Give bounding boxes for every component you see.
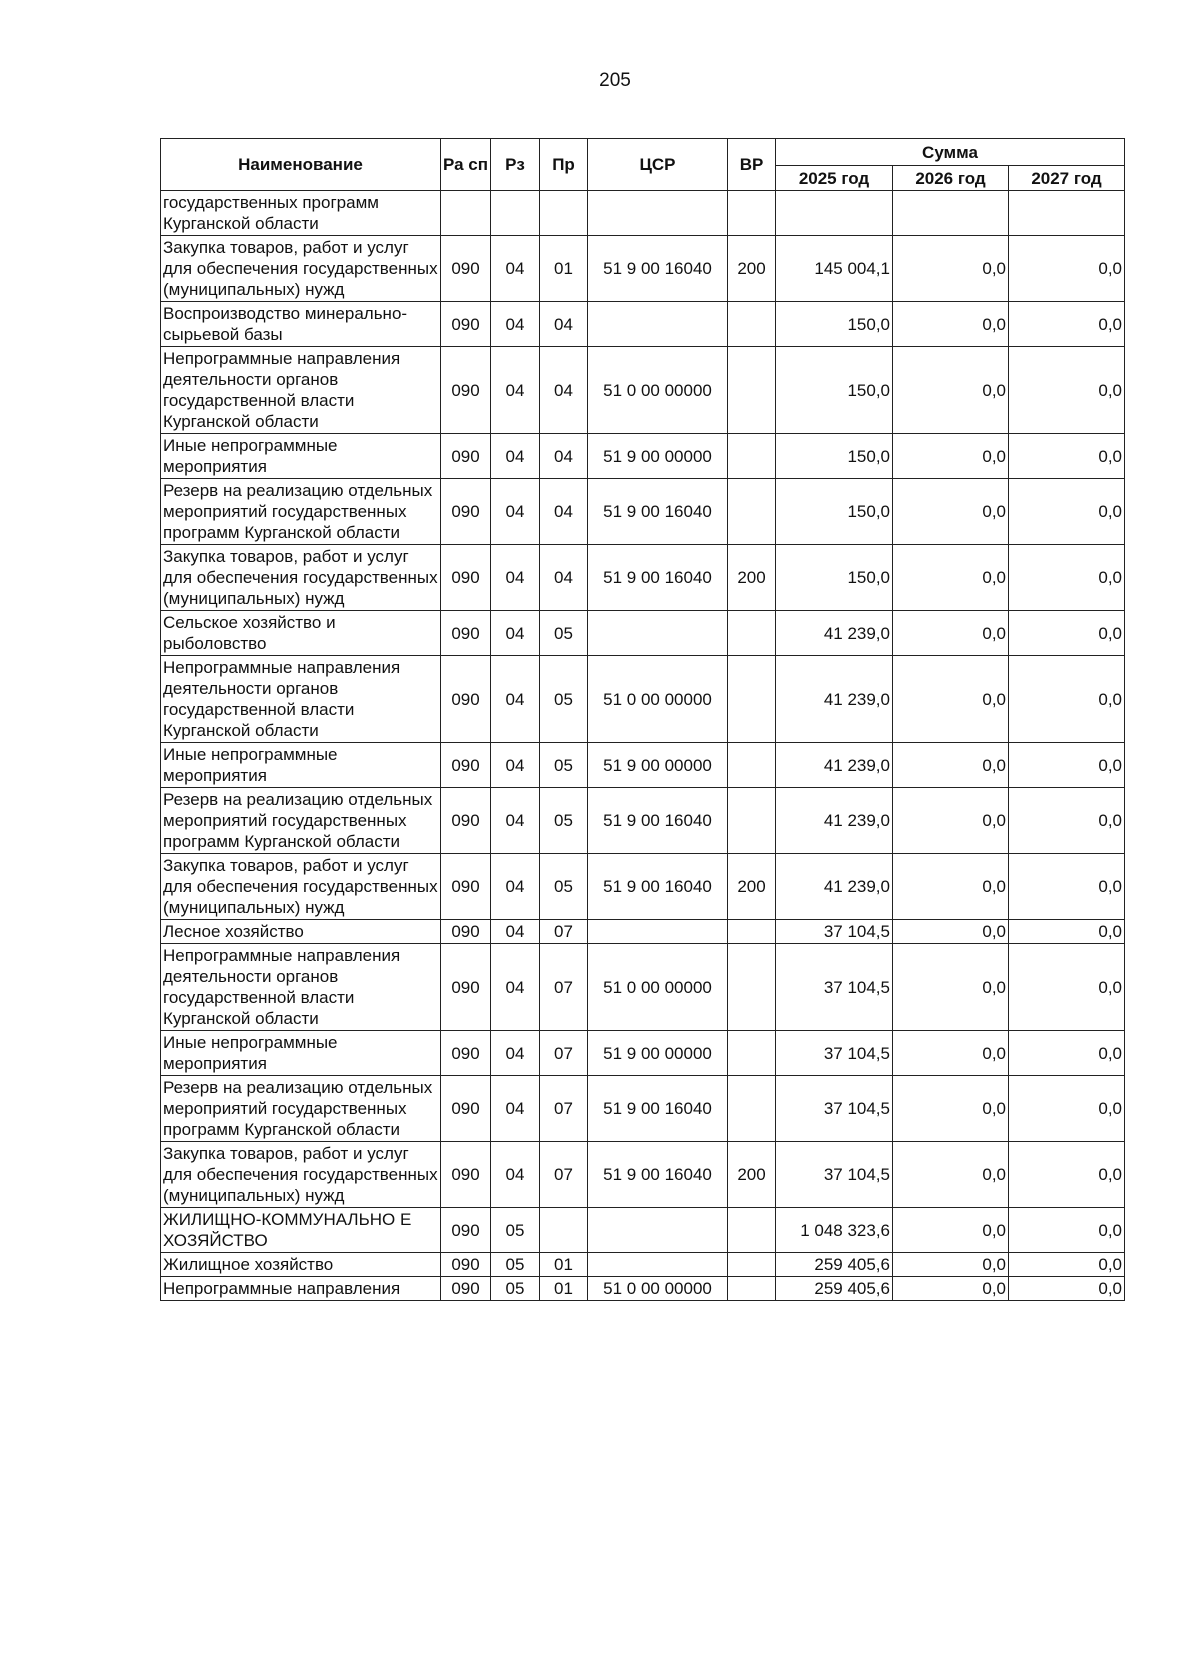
- cell-pr: 05: [540, 854, 588, 920]
- cell-rz: 04: [491, 347, 540, 434]
- cell-2027: 0,0: [1009, 854, 1125, 920]
- cell-name: ЖИЛИЩНО-КОММУНАЛЬНО Е ХОЗЯЙСТВО: [161, 1208, 441, 1253]
- cell-rasp: 090: [441, 854, 491, 920]
- cell-2025: 150,0: [776, 347, 893, 434]
- cell-pr: 04: [540, 347, 588, 434]
- cell-vr: 200: [728, 545, 776, 611]
- cell-vr: [728, 302, 776, 347]
- cell-name: Резерв на реализацию отдельных мероприятий государственных программ Курганской области: [161, 479, 441, 545]
- cell-csr: 51 9 00 16040: [588, 545, 728, 611]
- budget-table: [160, 138, 1125, 1301]
- cell-2027: 0,0: [1009, 788, 1125, 854]
- cell-2025: 145 004,1: [776, 236, 893, 302]
- cell-vr: [728, 1208, 776, 1253]
- cell-2027: 0,0: [1009, 656, 1125, 743]
- cell-csr: 51 9 00 16040: [588, 1076, 728, 1142]
- cell-rz: 05: [491, 1253, 540, 1277]
- cell-name: Лесное хозяйство: [161, 920, 441, 944]
- cell-rasp: [441, 191, 491, 236]
- cell-2025: 41 239,0: [776, 656, 893, 743]
- table-row: [161, 302, 1125, 347]
- cell-2026: 0,0: [893, 1277, 1009, 1301]
- cell-name: Непрограммные направления деятельности органов государственной власти Курганской области: [161, 656, 441, 743]
- cell-2027: 0,0: [1009, 347, 1125, 434]
- cell-csr: [588, 611, 728, 656]
- cell-rasp: 090: [441, 788, 491, 854]
- cell-rz: 04: [491, 656, 540, 743]
- cell-2026: 0,0: [893, 1076, 1009, 1142]
- cell-2025: 41 239,0: [776, 611, 893, 656]
- cell-pr: 07: [540, 1076, 588, 1142]
- column-header-summa: Сумма: [776, 139, 1125, 166]
- cell-2026: 0,0: [893, 434, 1009, 479]
- cell-pr: [540, 191, 588, 236]
- cell-rz: [491, 191, 540, 236]
- table-row: [161, 656, 1125, 743]
- cell-2027: 0,0: [1009, 236, 1125, 302]
- cell-2027: 0,0: [1009, 1208, 1125, 1253]
- cell-rz: 04: [491, 236, 540, 302]
- cell-2025: 37 104,5: [776, 1031, 893, 1076]
- cell-2026: 0,0: [893, 944, 1009, 1031]
- cell-2027: 0,0: [1009, 1277, 1125, 1301]
- cell-rz: 04: [491, 1076, 540, 1142]
- cell-name: Жилищное хозяйство: [161, 1253, 441, 1277]
- cell-vr: [728, 1253, 776, 1277]
- cell-2025: 259 405,6: [776, 1277, 893, 1301]
- cell-csr: 51 0 00 00000: [588, 656, 728, 743]
- cell-name: Иные непрограммные мероприятия: [161, 434, 441, 479]
- cell-pr: 01: [540, 1277, 588, 1301]
- column-header-2027: 2027 год: [1009, 166, 1125, 191]
- cell-rasp: 090: [441, 479, 491, 545]
- cell-rasp: 090: [441, 1208, 491, 1253]
- cell-2025: 41 239,0: [776, 788, 893, 854]
- cell-rz: 05: [491, 1208, 540, 1253]
- table-body: [161, 191, 1125, 1301]
- column-header-rasp: Ра сп: [441, 139, 491, 191]
- cell-2025: [776, 191, 893, 236]
- cell-name: Сельское хозяйство и рыболовство: [161, 611, 441, 656]
- cell-vr: 200: [728, 236, 776, 302]
- cell-pr: 07: [540, 1031, 588, 1076]
- table-row: [161, 1253, 1125, 1277]
- cell-2026: 0,0: [893, 1208, 1009, 1253]
- cell-2026: 0,0: [893, 302, 1009, 347]
- cell-rz: 04: [491, 302, 540, 347]
- cell-csr: 51 9 00 16040: [588, 236, 728, 302]
- cell-rasp: 090: [441, 920, 491, 944]
- cell-2025: 41 239,0: [776, 743, 893, 788]
- cell-vr: [728, 479, 776, 545]
- cell-vr: [728, 743, 776, 788]
- cell-2026: 0,0: [893, 656, 1009, 743]
- cell-2026: 0,0: [893, 545, 1009, 611]
- cell-2027: 0,0: [1009, 1076, 1125, 1142]
- table-row: [161, 1277, 1125, 1301]
- table-row: [161, 944, 1125, 1031]
- cell-2027: 0,0: [1009, 944, 1125, 1031]
- table-row: [161, 479, 1125, 545]
- cell-2027: 0,0: [1009, 743, 1125, 788]
- cell-rz: 04: [491, 743, 540, 788]
- cell-name: Иные непрограммные мероприятия: [161, 1031, 441, 1076]
- cell-rz: 04: [491, 1031, 540, 1076]
- cell-rz: 04: [491, 611, 540, 656]
- cell-csr: [588, 1253, 728, 1277]
- column-header-2026: 2026 год: [893, 166, 1009, 191]
- cell-csr: [588, 920, 728, 944]
- cell-vr: [728, 1076, 776, 1142]
- cell-rz: 04: [491, 479, 540, 545]
- cell-2025: 150,0: [776, 434, 893, 479]
- cell-2027: 0,0: [1009, 302, 1125, 347]
- cell-name: Закупка товаров, работ и услуг для обеспечения государственных (муниципальных) нужд: [161, 236, 441, 302]
- cell-vr: [728, 611, 776, 656]
- cell-rasp: 090: [441, 545, 491, 611]
- cell-pr: 07: [540, 1142, 588, 1208]
- column-header-csr: ЦСР: [588, 139, 728, 191]
- cell-rz: 04: [491, 545, 540, 611]
- cell-2026: 0,0: [893, 1031, 1009, 1076]
- cell-name: Иные непрограммные мероприятия: [161, 743, 441, 788]
- cell-name: Непрограммные направления деятельности органов государственной власти Курганской области: [161, 347, 441, 434]
- cell-rasp: 090: [441, 656, 491, 743]
- cell-name: государственных программ Курганской области: [161, 191, 441, 236]
- cell-pr: 05: [540, 611, 588, 656]
- cell-pr: 04: [540, 434, 588, 479]
- cell-vr: 200: [728, 1142, 776, 1208]
- cell-vr: [728, 944, 776, 1031]
- cell-2026: 0,0: [893, 788, 1009, 854]
- page-number: 205: [599, 70, 631, 91]
- cell-csr: 51 9 00 00000: [588, 743, 728, 788]
- cell-2026: 0,0: [893, 920, 1009, 944]
- cell-2025: 37 104,5: [776, 1142, 893, 1208]
- cell-rasp: 090: [441, 1076, 491, 1142]
- table-row: [161, 788, 1125, 854]
- cell-2026: 0,0: [893, 1253, 1009, 1277]
- cell-name: Воспроизводство минерально-сырьевой базы: [161, 302, 441, 347]
- cell-2027: 0,0: [1009, 1253, 1125, 1277]
- cell-csr: 51 0 00 00000: [588, 944, 728, 1031]
- cell-csr: 51 0 00 00000: [588, 347, 728, 434]
- cell-2026: 0,0: [893, 743, 1009, 788]
- table-row: [161, 347, 1125, 434]
- column-header-pr: Пр: [540, 139, 588, 191]
- cell-pr: 04: [540, 479, 588, 545]
- cell-pr: 05: [540, 743, 588, 788]
- cell-2027: 0,0: [1009, 1031, 1125, 1076]
- table-row: [161, 854, 1125, 920]
- column-header-2025: 2025 год: [776, 166, 893, 191]
- cell-vr: [728, 1277, 776, 1301]
- cell-2025: 259 405,6: [776, 1253, 893, 1277]
- table-row: [161, 1142, 1125, 1208]
- cell-csr: [588, 191, 728, 236]
- cell-pr: 01: [540, 236, 588, 302]
- cell-2025: 1 048 323,6: [776, 1208, 893, 1253]
- cell-rz: 04: [491, 434, 540, 479]
- cell-rasp: 090: [441, 302, 491, 347]
- cell-rasp: 090: [441, 1031, 491, 1076]
- cell-rasp: 090: [441, 743, 491, 788]
- table-row: [161, 1031, 1125, 1076]
- cell-pr: [540, 1208, 588, 1253]
- cell-csr: 51 9 00 16040: [588, 788, 728, 854]
- cell-2026: [893, 191, 1009, 236]
- cell-csr: 51 9 00 16040: [588, 854, 728, 920]
- cell-pr: 07: [540, 920, 588, 944]
- cell-2027: [1009, 191, 1125, 236]
- cell-2025: 37 104,5: [776, 1076, 893, 1142]
- cell-2027: 0,0: [1009, 920, 1125, 944]
- cell-rasp: 090: [441, 611, 491, 656]
- cell-csr: 51 9 00 00000: [588, 1031, 728, 1076]
- cell-rasp: 090: [441, 236, 491, 302]
- cell-2026: 0,0: [893, 854, 1009, 920]
- cell-name: Непрограммные направления: [161, 1277, 441, 1301]
- cell-vr: [728, 434, 776, 479]
- cell-vr: [728, 347, 776, 434]
- table-row: [161, 434, 1125, 479]
- cell-name: Закупка товаров, работ и услуг для обеспечения государственных (муниципальных) нужд: [161, 854, 441, 920]
- cell-vr: 200: [728, 854, 776, 920]
- column-header-rz: Рз: [491, 139, 540, 191]
- cell-name: Резерв на реализацию отдельных мероприятий государственных программ Курганской области: [161, 1076, 441, 1142]
- cell-vr: [728, 191, 776, 236]
- table-row: [161, 1076, 1125, 1142]
- column-header-vr: ВР: [728, 139, 776, 191]
- cell-rz: 04: [491, 920, 540, 944]
- table-row: [161, 611, 1125, 656]
- cell-rasp: 090: [441, 1277, 491, 1301]
- cell-pr: 05: [540, 788, 588, 854]
- cell-2026: 0,0: [893, 347, 1009, 434]
- cell-rz: 04: [491, 854, 540, 920]
- column-header-name: Наименование: [161, 139, 441, 191]
- cell-pr: 04: [540, 302, 588, 347]
- cell-vr: [728, 1031, 776, 1076]
- table-row: [161, 1208, 1125, 1253]
- cell-pr: 05: [540, 656, 588, 743]
- cell-rasp: 090: [441, 434, 491, 479]
- cell-rasp: 090: [441, 1253, 491, 1277]
- cell-csr: [588, 1208, 728, 1253]
- cell-rz: 04: [491, 944, 540, 1031]
- cell-2025: 150,0: [776, 302, 893, 347]
- cell-name: Непрограммные направления деятельности органов государственной власти Курганской области: [161, 944, 441, 1031]
- cell-2026: 0,0: [893, 479, 1009, 545]
- cell-2027: 0,0: [1009, 434, 1125, 479]
- table-row: [161, 236, 1125, 302]
- cell-2025: 37 104,5: [776, 944, 893, 1031]
- cell-csr: 51 9 00 16040: [588, 479, 728, 545]
- cell-pr: 07: [540, 944, 588, 1031]
- cell-pr: 01: [540, 1253, 588, 1277]
- cell-rz: 05: [491, 1277, 540, 1301]
- table-row: [161, 743, 1125, 788]
- table-row: [161, 191, 1125, 236]
- cell-name: Закупка товаров, работ и услуг для обеспечения государственных (муниципальных) нужд: [161, 1142, 441, 1208]
- cell-rz: 04: [491, 788, 540, 854]
- cell-csr: 51 0 00 00000: [588, 1277, 728, 1301]
- cell-2025: 150,0: [776, 545, 893, 611]
- cell-2027: 0,0: [1009, 479, 1125, 545]
- cell-rasp: 090: [441, 944, 491, 1031]
- cell-vr: [728, 920, 776, 944]
- cell-rz: 04: [491, 1142, 540, 1208]
- cell-2027: 0,0: [1009, 545, 1125, 611]
- cell-name: Закупка товаров, работ и услуг для обеспечения государственных (муниципальных) нужд: [161, 545, 441, 611]
- cell-2027: 0,0: [1009, 611, 1125, 656]
- cell-name: Резерв на реализацию отдельных мероприятий государственных программ Курганской области: [161, 788, 441, 854]
- cell-vr: [728, 788, 776, 854]
- cell-csr: [588, 302, 728, 347]
- cell-rasp: 090: [441, 1142, 491, 1208]
- cell-2025: 37 104,5: [776, 920, 893, 944]
- cell-2026: 0,0: [893, 611, 1009, 656]
- cell-vr: [728, 656, 776, 743]
- cell-2025: 150,0: [776, 479, 893, 545]
- cell-2026: 0,0: [893, 1142, 1009, 1208]
- cell-rasp: 090: [441, 347, 491, 434]
- cell-csr: 51 9 00 16040: [588, 1142, 728, 1208]
- cell-pr: 04: [540, 545, 588, 611]
- table-row: [161, 545, 1125, 611]
- cell-2025: 41 239,0: [776, 854, 893, 920]
- cell-csr: 51 9 00 00000: [588, 434, 728, 479]
- cell-2027: 0,0: [1009, 1142, 1125, 1208]
- cell-2026: 0,0: [893, 236, 1009, 302]
- table-row: [161, 920, 1125, 944]
